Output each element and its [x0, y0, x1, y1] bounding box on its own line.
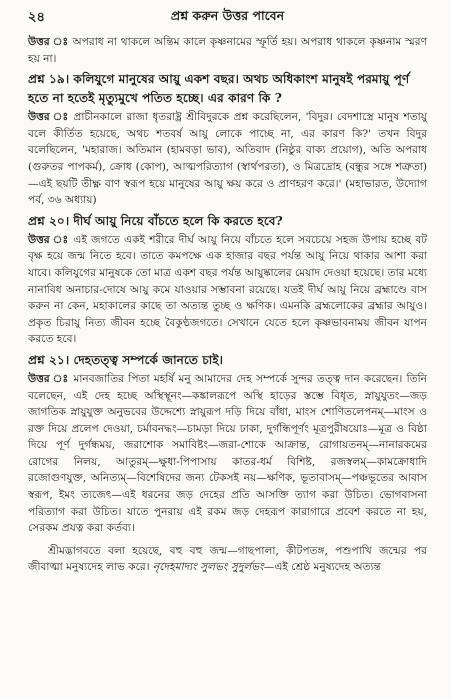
answer-paragraph	[28, 34, 427, 67]
answer-text: প্রাচীনকালে রাজা ধৃতরাষ্ট্র শ্রীবিদুরকে প্রশ্ন করেছিলেন, 'বিদুর। বেদশাস্ত্রে মানুষ শতায়ু বলে কীর্তিত হয়েছে, অথচ শতবর্ষ আয়ু লোকে পাচ্ছে না, এর কারণ কি?' তখন বিদুর বলেছিলেন, 'মহারাজ। অতিমান (হামবড়া ভাব), অতিবাদ (নিষ্ঠুর বাক্য প্রয়োগ), অতি অপরাধ (গুরুতর পাপকর্ম), ক্রোধ (কোপ), আত্মপরিত্যাগ (স্বার্থপরতা), ও মিত্রদ্রোহ (বন্ধুর সঙ্গে শত্রুতা)—এই ছয়টি তীক্ষ্ণ বাণ স্বরূপ হয়ে মানুষের আয়ু ক্ষয় করে ও প্রাণহরণ করে।' (মহাভারত, উদ্যোগ পর্ব, ৩৬ অধ্যায়)	[28, 111, 427, 207]
page-header	[28, 0, 427, 34]
sanskrit-quote: নৃদেহমাদ্যং সুলভং সুদুর্লভং	[152, 561, 264, 574]
answer-label: উত্তর ঃ	[28, 111, 70, 124]
closing-tail: —এই শ্রেষ্ঠ মনুষ্যদেহ অত্যন্ত	[263, 561, 381, 574]
question-20: প্রশ্ন ২০। দীর্ঘ আয়ু নিয়ে বাঁচতে হলে কি করতে হবে?	[28, 213, 283, 228]
answer-text: এই জগতে একই শরীরে দীর্ঘ আয়ু নিয়ে বাঁচতে হলে সবচেয়ে সহজ উপায় হচ্ছে বট বৃক্ষ হয়ে জন্ম নিতে হবে। তাতে কমপক্ষে এক হাজার বছর পর্যন্ত আয়ু নিয়ে থাকার আশা করা যাবে। কলিযুগের মানুষকে তো মাত্র একশ বছর পর্যন্ত আয়ুষ্কালের মেয়াদ দেওয়া হয়েছে। তার মধ্যে নানাবিধ অনাচার-দোষে আয়ু কমে যাওয়ার সম্ভাবনা রয়েছে। যতই দীর্ঘ আয়ু নিয়ে ব্রহ্মাণ্ডে বাস করুন না কেন, মহাকালের কাছে তা অত্যন্ত তুচ্ছ ও ক্ষণিক। এমনকি ব্রহ্মলোকের ব্রহ্মার আয়ুও। প্রকৃত চিরায়ু নিত্য জীবন হচ্ছে বৈকুণ্ঠজগতে। সেখানে যেতে হলে কৃষ্ণভাবনাময় জীবন যাপন করতে হবে।	[28, 233, 427, 346]
answer-paragraph	[28, 232, 427, 348]
page-number: ২৪	[28, 10, 45, 25]
closing-paragraph	[28, 543, 427, 576]
question-21: প্রশ্ন ২১। দেহতত্ত্ব সম্পর্কে জানতে চাই।	[28, 352, 224, 367]
answer-text: মানবজাতির পিতা মহর্ষি মনু আমাদের দেহ সম্পর্কে সুন্দর তত্ত্ব দান করেছেন। তিনি বলেছেন, এই দেহ হচ্ছে অস্থিস্থূনং—কঙ্কালরূপে অস্থি হাড়ের স্তম্ভে বিধৃত, স্নায়ুযুতং—জড় জাগতিক স্নায়ুযুক্ত অনুভবের উদ্দেশ্যে স্নায়ুরূপ দড়ি দিয়ে বাঁধা, মাংস শোণিতলেপনম্—মাংস ও রক্ত দিয়ে প্রলেপ দেওয়া, চর্মাবনদ্ধং—চামড়া দিয়ে ঢাকা, দুর্গন্ধিপূর্ণং মূত্রপুরীষয়োঃ—মূত্র ও বিষ্ঠা দিয়ে পূর্ণ দুর্গন্ধময়, জরাশোক সমাবিষ্টং—জরা-শোকে আক্রান্ত, রোগায়তনম্—নানারকমের রোগের নিলয়, আতুরম্—ক্ষুধা-পিপাসায় কাতর-ধর্ম বিশিষ্ট, রজস্বলম্—কামক্রোধাদি রজোগুণযুক্ত, অনিত্যম্—বিশেষিদের জন্য টেকসই নয়—ক্ষণিক, ভূতাবাসম্—পঞ্চভূতের আবাস স্বরূপ, ইমং ত্যজেৎ—এই ধরনের জড় দেহের প্রতি আসক্তি ত্যাগ করা উচিত। ভোগবাসনা পরিত্যাগ করা উচিত। যাতে পুনরায় এই রকম জড় দেহরূপ কারাগারে প্রবেশ করতে না হয়, সেরকম প্রযত্ন করা কর্তব্য।	[28, 372, 427, 535]
running-title: প্রশ্ন করুন উত্তর পাবেন	[170, 8, 285, 23]
closing-text: শ্রীমদ্ভাগবতে বলা হয়েছে, বহু বহু জন্ম—গাছপালা, কীটপতঙ্গ, পশুপাখি জন্মের পর জীবাত্মা মনুষ্যদেহ লাভ করে।	[28, 544, 427, 574]
answer-paragraph	[28, 109, 427, 209]
answer-label: উত্তর ঃ	[28, 36, 69, 48]
question-19: প্রশ্ন ১৯। কলিযুগে মানুষের আয়ু একশ বছর। অথচ অধিকাংশ মানুষই পরমায়ু পূর্ণ হতে না হতেই মৃত্যুমুখে পতিত হচ্ছে। এর কারণ কি ?	[28, 72, 410, 106]
answer-label: উত্তর ঃ	[28, 233, 70, 246]
answer-paragraph	[28, 371, 427, 537]
answer-label: উত্তর ঃ	[28, 372, 70, 385]
answer-text: অপরাধ না থাকলে অন্তিম কালে কৃষ্ণনামের স্ফূর্তি হয়। অপরাধ থাকলে কৃষ্ণনাম স্মরণ হয় না।	[28, 36, 427, 65]
